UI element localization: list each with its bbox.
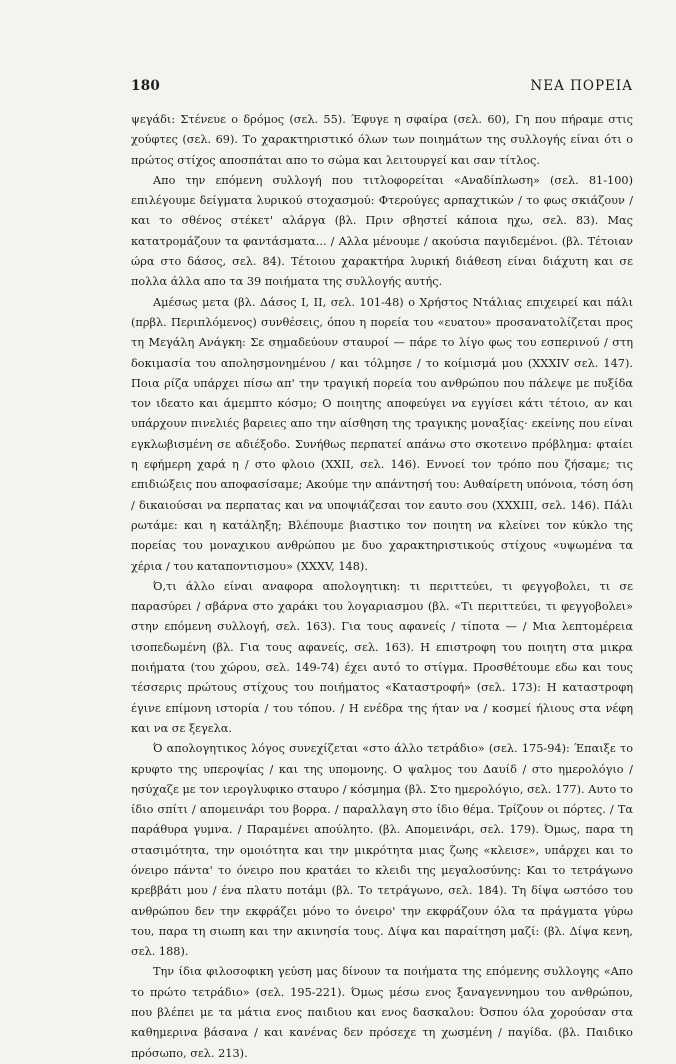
page-number: 180 — [131, 78, 161, 94]
paragraph: Αμέσως μετα (βλ. Δάσος Ι, ΙΙ, σελ. 101-48) ο Χρήστος Ντάλιας επιχειρεί και πάλι (πρβλ. Περιπλόμενος) συνθέσεις, όπου η πορεία του «ευατου» προσανατολίζεται προς τη Μεγάλη Ανάγκη: Σε σημαδεύουν σταυροί — πάρε το λίγο φως του εσπερινού / στη δοκιμασία του απολησμονημένου / και τόλμησε / το κοίμισμά μου (XXXIV σελ. 147). Ποια ρίζα υπάρχει πίσω απ' την τραγική πορεία του ανθρώπου που πάλεψε με πυξίδα τον ιδεατο και άμεμπτο κόσμο; Ο ποιητης αποφεύγει να εγγίσει κάτι τέτοιο, αν και υπάρχουν πινελιές βαρειες απο την αίσθηση της τραγικης μοναξίας· εκείνης που είναι εγκλωβισμένη σε αδιέξοδο. Συνήθως περπατεί απάνω στο σκοτεινο πρόβλημα: φταίει η εφήμερη χαρά η / στο φλοιο (XXII, σελ. 146). Εννοεί τον τρόπο που ζήσαμε; τις επιδιώξεις που αποφασίσαμε; Ακούμε την απάντησή του: Αυθαίρετη υπόνοια, τόση όση / δικαιούσαι να περπατας και να υποψιάζεσαι τον εαυτο σου (XXXIII, σελ. 146). Πάλι ρωτάμε: και η κατάληξη; Βλέπουμε βιαστικο τον ποιητη να κλείνει τον κύκλο της πορείας του μοναχικου ανθρώπου με δυο χαρακτηριστικούς στίχους «υψωμένα τα χέρια / του καταποντισμου» (XXXV, 148). — [131, 295, 633, 573]
running-title: ΝΕΑ ΠΟΡΕΙΑ — [530, 78, 633, 94]
paragraph: Ό,τι άλλο είναι αναφορα απολογητικη: τι περιττεύει, τι φεγγοβολει, τι σε παρασύρει / σβάρνα στο χαράκι του λογαριασμου (βλ. «Τι περιττεύει, τι φεγγοβολει» στην επόμενη συλλογή, σελ. 163). Για τους αφανείς / τίποτα — / Μια λεπτομέρεια ισοπεδωμένη (βλ. Για τους αφανείς, σελ. 163). Η επιστροφη του ποιητη στα μικρα ποιήματα (του χώρου, σελ. 149-74) έχει αυτό το στίγμα. Προσθέτουμε εδω και τους τέσσερις πρώτους στίχους του ποιήματος «Καταστροφή» (σελ. 173): Η καταστροφη έγινε επίμονη ιστορία / του τόπου. / Η ενέδρα της ήταν να / κοσμεί ήλιους στα νέφη και να σε ξεγελα. — [131, 579, 633, 735]
paragraph: Την ίδια φιλοσοφικη γεύση μας δίνουν τα ποιήματα της επόμενης συλλογης «Απο το πρώτο τετράδιο» (σελ. 195-221). Όμως μέσω ενος ξαναγεννημου του ανθρώπου, που βλέπει με τα μάτια ενος παιδιου και ενος δασκαλου: Όσπου όλα χορούσαν στα καθημερινα βάσανα / και κανένας δεν πρόσεχε τη χωσμένη / παγίδα. (βλ. Παιδικο πρόσωπο, σελ. 213). — [131, 965, 633, 1060]
page-header — [131, 78, 633, 94]
paragraph: Απο την επόμενη συλλογή που τιτλοφορείται «Αναδίπλωση» (σελ. 81-100) επιλέγουμε δείγματα λυρικού στοχασμού: Φτερούγες αρπαχτικών / το φως σκιάζουν / και το σθένος στέκετ' αλάργα (βλ. Πριν σβηστεί κάποια ηχω, σελ. 83). Μας κατατρομάζουν τα φαντάσματα... / Αλλα μένουμε / ακούσια παγιδεμένοι. (βλ. Τέτοιαν ώρα στο δάσος, σελ. 84). Τέτοιου χαρακτήρα λυρική διάθεση είναι διάχυτη και σε πολλα άλλα απο τα 39 ποιήματα της συλλογής αυτής. — [131, 173, 633, 289]
paragraph: Ό απολογητικος λόγος συνεχίζεται «στο άλλο τετράδιο» (σελ. 175-94): Έπαιξε το κρυφτο της υπεροψίας / και της υπομονης. Ο ψαλμος του Δαυίδ / στο ημερολόγιο / ησύχαζε με τον ιερογλυφικο σταυρο / κόσμημα (βλ. Στο ημερολόγιο, σελ. 177). Αυτο το ίδιο σπίτι / απομεινάρι του βορρα. / παραλλαγη στο ίδιο θέμα. Τρίζουν οι πόρτες. / Τα παράθυρα γυμνα. / Παραμένει απούλητο. (βλ. Απομεινάρι, σελ. 179). Όμως, παρα τη στασιμότητα, την ομοιότητα και την μικρότητα μιας ζωης «κλεισε», υπάρχει και το όνειρο πάντα' το όνειρο που κρατάει το κλειδι της μεγαλοσύνης: Και το τετράγωνο κρεββάτι μου / ένα πλατυ ποτάμι (βλ. Το τετράγωνο, σελ. 184). Τη δίψα ωστόσο του ανθρώπου δεν την εκφράζει μόνο το όνειρο' την εκφράζουν όλα τα πράγματα γύρω του, παρα τη σιωπη και την ακινησία τους. Δίψα και παραίτηση μαζί: (βλ. Δίψα κενη, σελ. 188). — [131, 742, 633, 959]
paragraph: ψεγάδι: Στένευε ο δρόμος (σελ. 55). Έφυγε η σφαίρα (σελ. 60), Γη που πήραμε στις χούφτες (σελ. 69). Το χαρακτηριστικό όλων των ποιημάτων της συλλογής είναι ότι ο πρώτος στίχος αποσπάται απο το σώμα και λειτουργεί και σαν τίτλος. — [131, 113, 633, 167]
body-text — [131, 110, 633, 1064]
